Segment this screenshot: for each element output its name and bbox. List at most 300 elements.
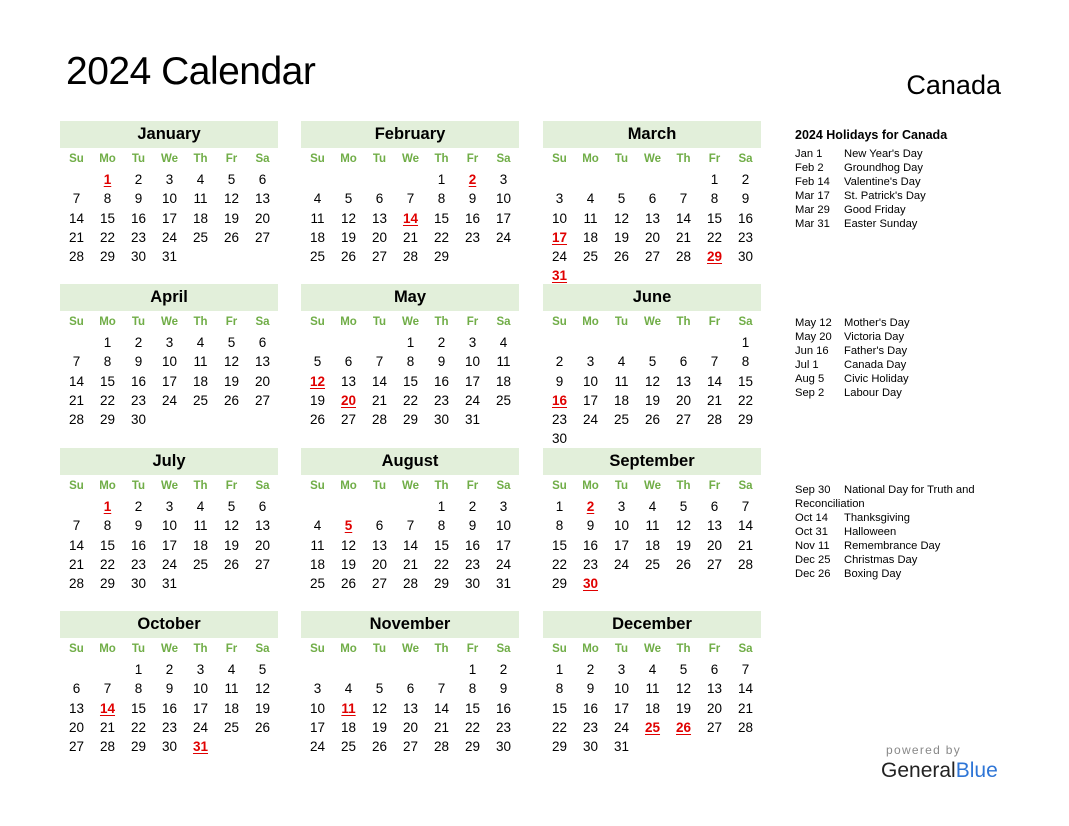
day-cell: 11	[224, 681, 239, 697]
weekday-label: Th	[676, 153, 691, 165]
holiday-entry	[795, 161, 995, 175]
month-title: August	[301, 448, 519, 475]
day-cell: 17	[613, 537, 630, 553]
empty-cell	[333, 660, 364, 679]
day-cell: 9	[134, 518, 143, 534]
day-cell: 31	[464, 412, 481, 428]
day-cell: 17	[161, 210, 178, 226]
holiday-day-cell: 29	[706, 249, 723, 265]
day-cell: 21	[402, 229, 419, 245]
day-cell: 16	[130, 210, 147, 226]
day-cell: 17	[161, 537, 178, 553]
day-cell: 12	[223, 518, 240, 534]
empty-cell	[302, 660, 333, 679]
month-title: July	[60, 448, 278, 475]
weekday-label: Su	[552, 153, 567, 165]
day-cell: 18	[309, 229, 326, 245]
weekday-label: Mo	[582, 153, 599, 165]
holiday-date: Feb 2	[795, 162, 824, 174]
day-cell: 29	[99, 576, 116, 592]
holiday-entry	[795, 189, 995, 203]
day-cell: 25	[192, 556, 209, 572]
weekday-label: Sa	[496, 153, 511, 165]
day-cell: 23	[551, 412, 568, 428]
day-cell: 6	[710, 662, 719, 677]
holiday-day-cell: 14	[99, 700, 116, 716]
day-cell: 28	[68, 249, 85, 265]
day-cell: 23	[582, 719, 599, 735]
weekday-label: Su	[310, 643, 325, 655]
weekday-label: Su	[552, 480, 567, 492]
brand-logo	[881, 759, 998, 783]
month-title: October	[60, 611, 278, 638]
day-cell: 14	[706, 373, 723, 389]
holiday-entry	[795, 175, 995, 189]
day-cell: 22	[99, 556, 116, 572]
day-cell: 25	[613, 412, 630, 428]
day-cell: 19	[223, 210, 240, 226]
day-cell: 25	[192, 229, 209, 245]
holiday-name: Civic Holiday	[844, 373, 909, 385]
holiday-date: Jun 16	[795, 345, 829, 357]
day-cell: 22	[551, 719, 568, 735]
day-cell: 27	[371, 576, 388, 592]
empty-cell	[61, 170, 92, 189]
holiday-name: Good Friday	[844, 204, 906, 216]
weekday-label: Su	[552, 643, 567, 655]
day-cell: 9	[134, 191, 143, 207]
day-cell: 28	[68, 576, 85, 592]
month-grid	[302, 311, 519, 429]
day-cell: 9	[586, 518, 595, 534]
day-cell: 28	[737, 719, 754, 735]
day-cell: 16	[130, 537, 147, 553]
day-cell: 20	[254, 210, 271, 226]
day-cell: 7	[103, 681, 112, 697]
day-cell: 10	[309, 700, 326, 716]
day-cell: 2	[468, 499, 477, 514]
day-cell: 1	[710, 172, 719, 187]
holiday-name: New Year's Day	[844, 148, 923, 160]
day-cell: 2	[134, 335, 143, 350]
day-cell: 15	[433, 210, 450, 226]
holiday-entry	[795, 511, 995, 525]
holiday-name: Valentine's Day	[844, 176, 921, 188]
month-may	[301, 284, 519, 429]
day-cell: 15	[99, 373, 116, 389]
day-cell: 11	[193, 518, 208, 534]
weekday-label: Th	[676, 316, 691, 328]
day-cell: 23	[495, 719, 512, 735]
day-cell: 27	[254, 556, 271, 572]
weekday-label: Fr	[708, 480, 721, 492]
day-cell: 8	[741, 354, 750, 370]
day-cell: 6	[344, 354, 353, 370]
holiday-date: May 12	[795, 317, 832, 329]
day-cell: 5	[617, 191, 626, 207]
day-cell: 5	[648, 354, 657, 370]
day-cell: 26	[309, 412, 326, 428]
day-cell: 19	[223, 373, 240, 389]
month-june	[543, 284, 761, 449]
weekday-label: Fr	[708, 643, 721, 655]
holiday-date: Feb 14	[795, 176, 830, 188]
day-cell: 20	[675, 392, 692, 408]
day-cell: 25	[495, 392, 512, 408]
day-cell: 10	[464, 354, 481, 370]
day-cell: 31	[613, 739, 630, 755]
day-cell: 14	[675, 210, 692, 226]
day-cell: 21	[68, 556, 85, 572]
empty-cell	[302, 497, 333, 516]
day-cell: 21	[371, 392, 388, 408]
day-cell: 12	[340, 210, 357, 226]
empty-cell	[61, 660, 92, 679]
day-cell: 4	[499, 335, 508, 350]
day-cell: 8	[437, 518, 446, 534]
day-cell: 6	[679, 354, 688, 370]
day-cell: 27	[371, 249, 388, 265]
day-cell: 13	[644, 210, 661, 226]
holiday-entry	[795, 553, 995, 567]
day-cell: 13	[706, 681, 723, 697]
day-cell: 30	[737, 249, 754, 265]
day-cell: 24	[161, 392, 178, 408]
day-cell: 20	[68, 719, 85, 735]
day-cell: 19	[340, 229, 357, 245]
holiday-date: Oct 14	[795, 512, 828, 524]
weekday-label: Fr	[225, 153, 238, 165]
day-cell: 25	[582, 249, 599, 265]
day-cell: 19	[675, 700, 692, 716]
day-cell: 1	[555, 662, 564, 677]
day-cell: 19	[613, 229, 630, 245]
holiday-entry	[795, 372, 995, 386]
day-cell: 16	[433, 373, 450, 389]
day-cell: 12	[613, 210, 630, 226]
holiday-day-cell: 2	[468, 172, 477, 187]
day-cell: 24	[309, 739, 326, 755]
month-title: December	[543, 611, 761, 638]
day-cell: 21	[706, 392, 723, 408]
day-cell: 30	[433, 412, 450, 428]
weekday-label: Th	[434, 480, 449, 492]
powered-by-label: powered by	[886, 743, 962, 757]
day-cell: 28	[99, 739, 116, 755]
weekday-label: Sa	[496, 480, 511, 492]
day-cell: 8	[555, 681, 564, 697]
month-august	[301, 448, 519, 593]
day-cell: 24	[161, 556, 178, 572]
day-cell: 30	[130, 249, 147, 265]
day-cell: 4	[196, 499, 205, 514]
day-cell: 22	[464, 719, 481, 735]
day-cell: 11	[583, 210, 598, 226]
holiday-day-cell: 12	[309, 373, 326, 389]
day-cell: 1	[437, 499, 446, 514]
day-cell: 15	[99, 210, 116, 226]
day-cell: 30	[464, 576, 481, 592]
day-cell: 4	[617, 354, 626, 370]
day-cell: 28	[706, 412, 723, 428]
day-cell: 20	[706, 537, 723, 553]
holiday-date: Sep 2	[795, 387, 825, 399]
day-cell: 3	[313, 681, 322, 697]
weekday-label: Tu	[131, 643, 146, 655]
month-grid	[61, 148, 278, 266]
month-title: November	[301, 611, 519, 638]
holiday-name: Father's Day	[844, 345, 908, 357]
month-february	[301, 121, 519, 266]
month-title: June	[543, 284, 761, 311]
day-cell: 19	[223, 537, 240, 553]
day-cell: 29	[433, 576, 450, 592]
day-cell: 15	[130, 700, 147, 716]
weekday-label: Mo	[340, 316, 357, 328]
day-cell: 27	[675, 412, 692, 428]
weekday-label: Fr	[466, 153, 479, 165]
day-cell: 26	[223, 229, 240, 245]
day-cell: 12	[644, 373, 661, 389]
day-cell: 25	[340, 739, 357, 755]
day-cell: 5	[679, 662, 688, 677]
day-cell: 3	[586, 354, 595, 370]
month-grid	[544, 638, 761, 756]
day-cell: 12	[223, 354, 240, 370]
day-cell: 16	[464, 210, 481, 226]
weekday-label: Sa	[738, 480, 753, 492]
weekday-label: We	[401, 316, 420, 328]
day-cell: 19	[309, 392, 326, 408]
day-cell: 8	[103, 191, 112, 207]
day-cell: 22	[130, 719, 147, 735]
weekday-label: Mo	[582, 643, 599, 655]
empty-cell	[544, 170, 575, 189]
holiday-entry	[795, 147, 995, 161]
day-cell: 26	[223, 392, 240, 408]
day-cell: 30	[130, 576, 147, 592]
holiday-name: Labour Day	[844, 387, 902, 399]
month-title: January	[60, 121, 278, 148]
month-july	[60, 448, 278, 593]
day-cell: 12	[254, 681, 271, 697]
weekday-label: Sa	[738, 153, 753, 165]
day-cell: 17	[495, 537, 512, 553]
day-cell: 3	[165, 335, 174, 350]
day-cell: 25	[192, 392, 209, 408]
day-cell: 17	[495, 210, 512, 226]
day-cell: 7	[72, 354, 81, 370]
weekday-label: Mo	[99, 316, 116, 328]
day-cell: 4	[196, 172, 205, 187]
day-cell: 11	[645, 681, 660, 697]
weekday-label: Sa	[738, 316, 753, 328]
day-cell: 4	[344, 681, 353, 697]
day-cell: 11	[614, 373, 629, 389]
holiday-day-cell: 31	[192, 739, 209, 755]
weekday-label: Fr	[466, 643, 479, 655]
day-cell: 19	[371, 719, 388, 735]
day-cell: 30	[161, 739, 178, 755]
day-cell: 13	[254, 191, 271, 207]
weekday-label: Tu	[372, 480, 387, 492]
day-cell: 6	[258, 335, 267, 350]
day-cell: 21	[737, 537, 754, 553]
day-cell: 2	[741, 172, 750, 187]
day-cell: 28	[433, 739, 450, 755]
day-cell: 16	[495, 700, 512, 716]
weekday-label: Tu	[372, 316, 387, 328]
day-cell: 3	[555, 191, 564, 207]
day-cell: 29	[130, 739, 147, 755]
holiday-day-cell: 31	[551, 268, 568, 284]
day-cell: 1	[741, 335, 750, 350]
day-cell: 7	[72, 518, 81, 534]
holiday-name: Boxing Day	[844, 568, 902, 580]
day-cell: 16	[161, 700, 178, 716]
day-cell: 4	[648, 662, 657, 677]
weekday-label: We	[160, 153, 179, 165]
brand-part1: General	[881, 759, 956, 782]
weekday-label: Sa	[496, 316, 511, 328]
weekday-label: Th	[676, 480, 691, 492]
day-cell: 18	[582, 229, 599, 245]
holiday-day-cell: 16	[551, 392, 568, 408]
day-cell: 22	[433, 229, 450, 245]
holiday-name: National Day for Truth and	[844, 484, 975, 496]
day-cell: 10	[161, 354, 178, 370]
weekday-label: Th	[434, 153, 449, 165]
month-title: February	[301, 121, 519, 148]
day-cell: 11	[310, 537, 325, 553]
holiday-entry	[795, 386, 995, 400]
day-cell: 16	[464, 537, 481, 553]
day-cell: 7	[679, 191, 688, 207]
day-cell: 13	[340, 373, 357, 389]
weekday-label: Su	[69, 480, 84, 492]
day-cell: 15	[433, 537, 450, 553]
holiday-day-cell: 11	[341, 700, 356, 716]
day-cell: 27	[706, 556, 723, 572]
day-cell: 8	[134, 681, 143, 697]
empty-cell	[606, 333, 637, 352]
day-cell: 14	[68, 537, 85, 553]
weekday-label: Th	[193, 316, 208, 328]
holiday-day-cell: 5	[344, 518, 353, 534]
day-cell: 30	[582, 739, 599, 755]
day-cell: 13	[254, 518, 271, 534]
day-cell: 28	[371, 412, 388, 428]
weekday-label: Tu	[131, 316, 146, 328]
month-grid	[61, 638, 278, 756]
day-cell: 10	[613, 518, 630, 534]
empty-cell	[302, 333, 333, 352]
day-cell: 26	[340, 249, 357, 265]
day-cell: 29	[551, 739, 568, 755]
day-cell: 18	[644, 700, 661, 716]
day-cell: 16	[130, 373, 147, 389]
day-cell: 18	[644, 537, 661, 553]
day-cell: 21	[68, 392, 85, 408]
month-april	[60, 284, 278, 429]
day-cell: 18	[309, 556, 326, 572]
day-cell: 3	[617, 662, 626, 677]
day-cell: 1	[134, 662, 143, 677]
day-cell: 22	[433, 556, 450, 572]
weekday-label: We	[401, 480, 420, 492]
weekday-label: Sa	[496, 643, 511, 655]
weekday-label: Mo	[99, 153, 116, 165]
brand-part2: Blue	[955, 759, 998, 782]
day-cell: 23	[130, 229, 147, 245]
month-grid	[61, 311, 278, 429]
weekday-label: Fr	[225, 480, 238, 492]
empty-cell	[575, 170, 606, 189]
day-cell: 10	[161, 191, 178, 207]
month-december	[543, 611, 761, 756]
weekday-label: Tu	[614, 153, 629, 165]
weekday-label: Mo	[99, 480, 116, 492]
holiday-name: St. Patrick's Day	[844, 190, 926, 202]
weekday-label: Su	[69, 316, 84, 328]
month-grid	[302, 475, 519, 593]
day-cell: 16	[582, 537, 599, 553]
holiday-date: Nov 11	[795, 540, 830, 552]
day-cell: 28	[402, 249, 419, 265]
empty-cell	[395, 660, 426, 679]
day-cell: 2	[586, 662, 595, 677]
day-cell: 18	[223, 700, 240, 716]
day-cell: 26	[644, 412, 661, 428]
day-cell: 27	[402, 739, 419, 755]
holidays-title: 2024 Holidays for Canada	[795, 128, 948, 142]
day-cell: 18	[340, 719, 357, 735]
weekday-label: Mo	[340, 153, 357, 165]
weekday-label: Mo	[340, 643, 357, 655]
empty-cell	[364, 497, 395, 516]
day-cell: 6	[72, 681, 81, 697]
day-cell: 29	[433, 249, 450, 265]
day-cell: 27	[706, 719, 723, 735]
holiday-entry	[795, 567, 995, 581]
weekday-label: Th	[193, 643, 208, 655]
day-cell: 24	[582, 412, 599, 428]
day-cell: 17	[582, 392, 599, 408]
day-cell: 15	[737, 373, 754, 389]
weekday-label: We	[643, 480, 662, 492]
weekday-label: Th	[434, 316, 449, 328]
month-march	[543, 121, 761, 286]
day-cell: 3	[468, 335, 477, 350]
holiday-entry	[795, 217, 995, 231]
empty-cell	[364, 333, 395, 352]
day-cell: 11	[645, 518, 660, 534]
day-cell: 15	[402, 373, 419, 389]
holiday-date: Mar 31	[795, 218, 830, 230]
day-cell: 6	[258, 172, 267, 187]
day-cell: 23	[161, 719, 178, 735]
weekday-label: We	[643, 153, 662, 165]
day-cell: 27	[340, 412, 357, 428]
day-cell: 30	[495, 739, 512, 755]
empty-cell	[699, 333, 730, 352]
weekday-label: We	[401, 153, 420, 165]
day-cell: 7	[741, 499, 750, 514]
day-cell: 30	[551, 431, 568, 447]
day-cell: 10	[582, 373, 599, 389]
holiday-name: Canada Day	[844, 359, 907, 371]
day-cell: 13	[68, 700, 85, 716]
